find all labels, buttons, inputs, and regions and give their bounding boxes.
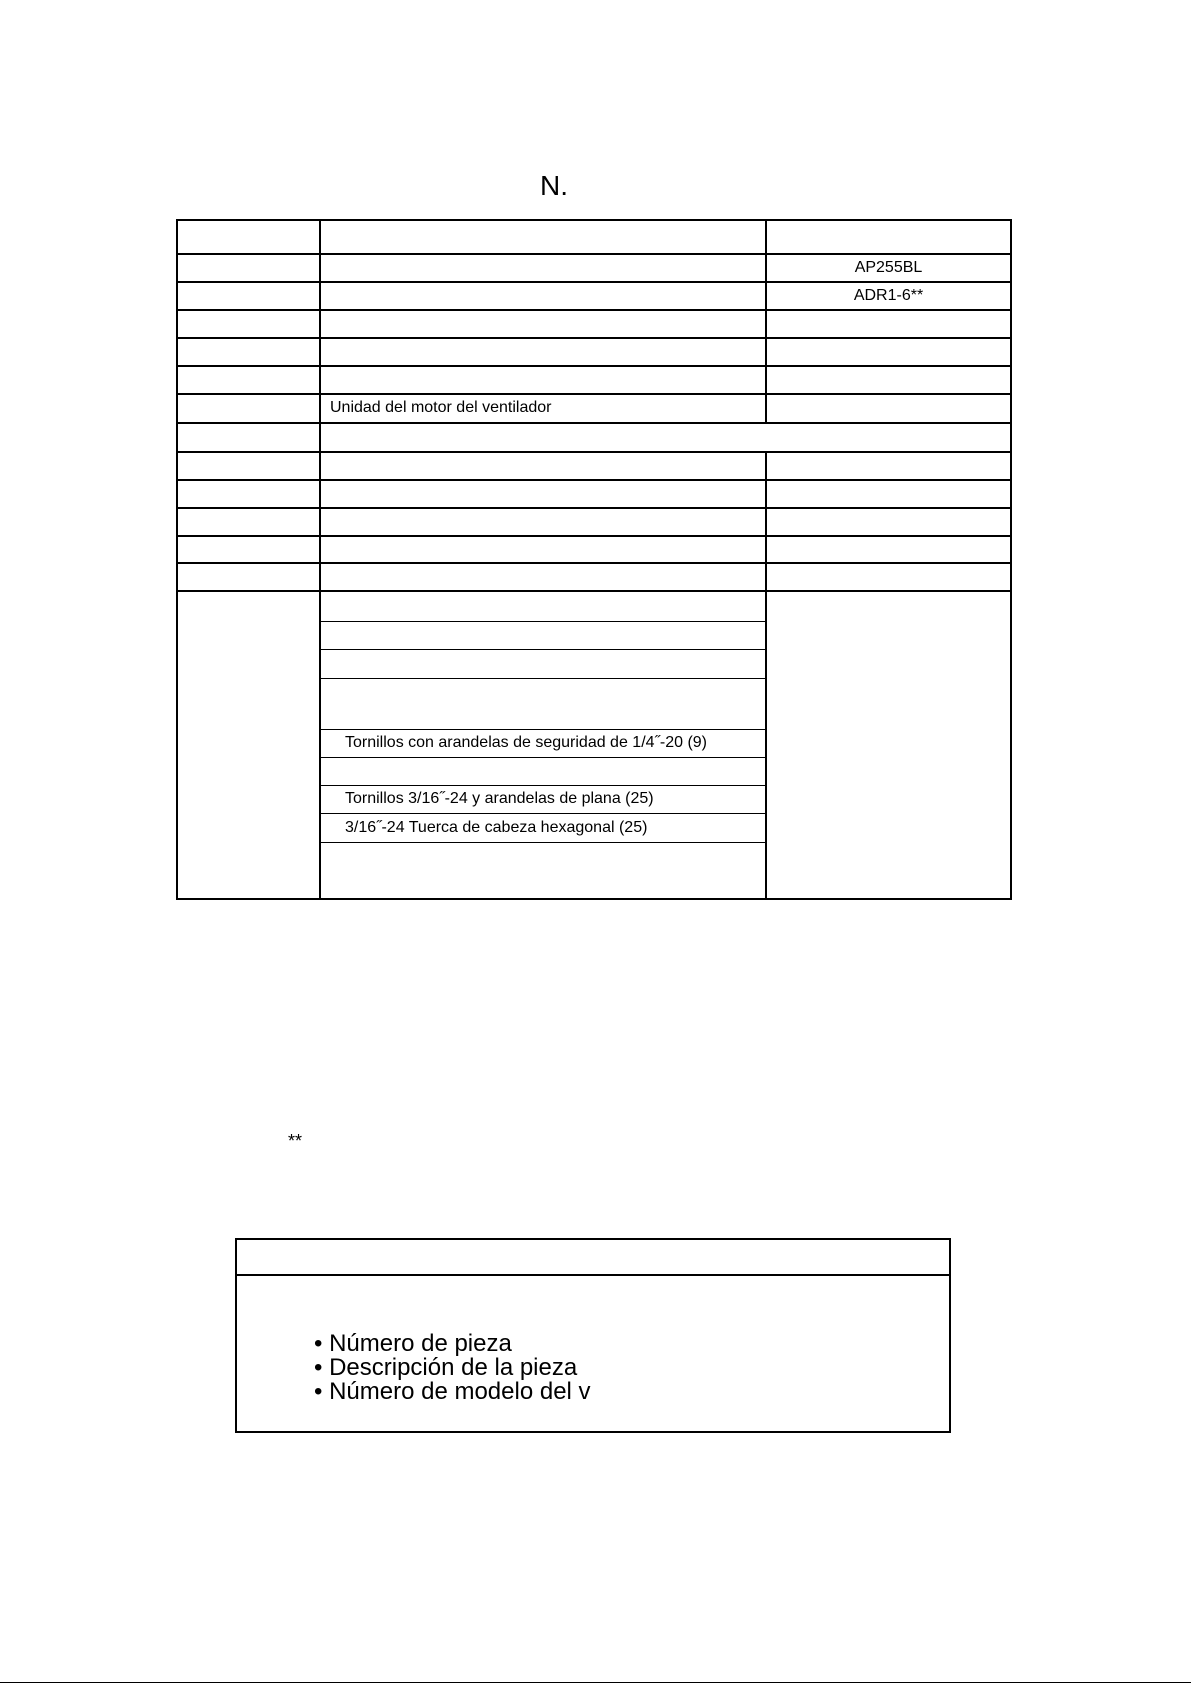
table-row [178, 424, 1010, 453]
column-divider [765, 481, 767, 507]
column-divider [765, 339, 767, 365]
column-divider [319, 509, 321, 535]
column-divider [319, 311, 321, 337]
column-divider [319, 453, 321, 479]
table-row [178, 453, 1010, 481]
column-divider [319, 537, 321, 562]
hardware-item [321, 679, 767, 730]
column-divider [765, 367, 767, 393]
ordering-info-item: • Descripción de la pieza [314, 1354, 578, 1381]
ordering-info-item: • Número de pieza [314, 1330, 512, 1357]
hardware-list [321, 592, 767, 898]
hardware-item [321, 650, 767, 679]
column-divider [765, 564, 767, 590]
column-divider [319, 339, 321, 365]
table-row [178, 283, 1010, 311]
hardware-item [321, 758, 767, 786]
table-row [178, 537, 1010, 564]
hardware-item-label: Tornillos con arandelas de seguridad de 1/4˝-20 (9) [345, 734, 707, 751]
column-divider [319, 424, 321, 451]
hardware-item [321, 786, 767, 814]
column-divider [765, 311, 767, 337]
column-divider [319, 283, 321, 309]
column-divider [765, 453, 767, 479]
model-number: ADR1-6** [853, 287, 924, 304]
ordering-info-item: • Número de modelo del v [314, 1378, 591, 1405]
table-row [178, 395, 1010, 424]
table-row [178, 339, 1010, 367]
table-row [178, 367, 1010, 395]
hardware-item [321, 730, 767, 758]
table-header-row [178, 221, 1010, 255]
hardware-item [321, 843, 767, 898]
hardware-item [321, 622, 767, 650]
column-divider [319, 255, 321, 281]
column-divider [319, 481, 321, 507]
column-divider [765, 509, 767, 535]
table-row [178, 311, 1010, 339]
table-row [178, 564, 1010, 592]
model-number: AP255BL [854, 259, 923, 276]
hardware-item [321, 592, 767, 622]
ordering-info-header [237, 1240, 949, 1276]
column-divider [319, 367, 321, 393]
column-divider [319, 221, 321, 253]
hardware-block [178, 592, 1010, 898]
page-heading: N. [540, 170, 568, 201]
table-row [178, 481, 1010, 509]
column-divider [319, 564, 321, 590]
hardware-item [321, 814, 767, 843]
ordering-info-list [314, 1332, 591, 1404]
parts-table [176, 219, 1012, 900]
table-row [178, 509, 1010, 537]
ordering-info-box [235, 1238, 951, 1433]
column-divider [319, 395, 321, 422]
column-divider [765, 395, 767, 422]
column-divider [765, 221, 767, 253]
footnote-mark: ** [288, 1131, 303, 1151]
column-divider [765, 537, 767, 562]
table-row [178, 255, 1010, 283]
footer-rule [0, 1682, 1191, 1683]
hardware-item-label: 3/16˝-24 Tuerca de cabeza hexagonal (25) [345, 819, 648, 836]
hardware-item-label: Tornillos 3/16˝-24 y arandelas de plana (25) [345, 790, 654, 807]
part-description: Unidad del motor del ventilador [330, 399, 552, 416]
